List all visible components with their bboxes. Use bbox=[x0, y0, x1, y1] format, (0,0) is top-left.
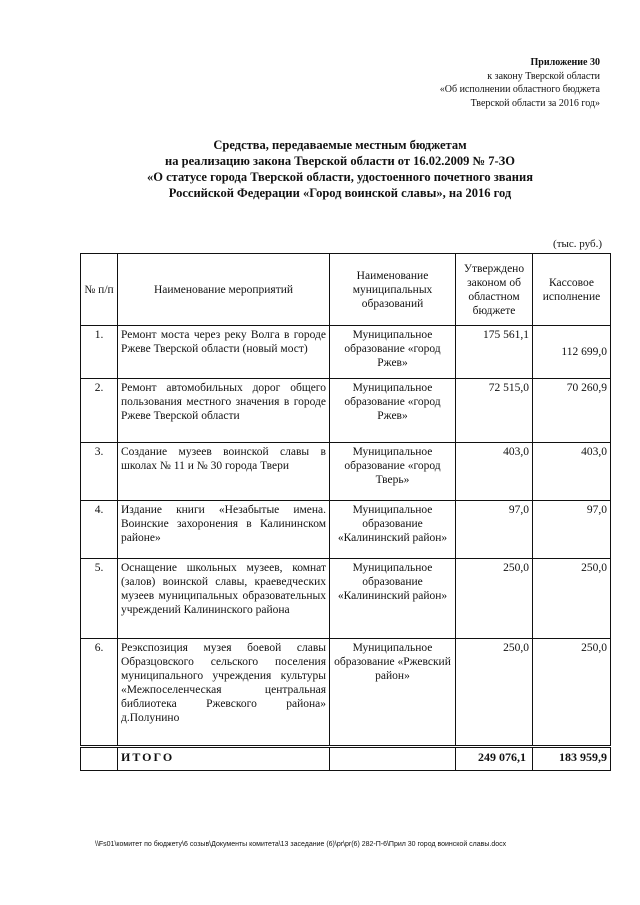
table-row bbox=[81, 443, 611, 501]
row-org: Муниципальное образование «Калининский район» bbox=[330, 501, 456, 559]
row-cash: 70 260,9 bbox=[533, 379, 611, 443]
header-approved: Утверждено законом об областном бюджете bbox=[456, 254, 533, 326]
table-header-row bbox=[81, 254, 611, 326]
total-approved: 249 076,1 bbox=[456, 747, 533, 771]
row-num: 4. bbox=[81, 501, 118, 559]
budget-table bbox=[80, 253, 611, 771]
row-name: Реэкспозиция музея боевой славы Образцовского сельского поселения муниципального учреждения культуры «Межпоселенческая центральная библиотека Ржевского района» д.Полунино bbox=[118, 639, 330, 747]
row-org: Муниципальное образование «Ржевский район» bbox=[330, 639, 456, 747]
row-cash: 250,0 bbox=[533, 559, 611, 639]
row-approved: 72 515,0 bbox=[456, 379, 533, 443]
table-row bbox=[81, 559, 611, 639]
row-approved: 175 561,1 bbox=[456, 326, 533, 379]
appendix-line-2: «Об исполнении областного бюджета bbox=[439, 84, 600, 95]
row-approved: 403,0 bbox=[456, 443, 533, 501]
row-num: 1. bbox=[81, 326, 118, 379]
row-approved: 97,0 bbox=[456, 501, 533, 559]
file-path-footer: \\Fs01\комитет по бюджету\6 созыв\Документы комитета\13 заседание (6)\pr\pr(6) 282-П-6\Прил 30 город воинской славы.docx bbox=[95, 841, 507, 848]
row-cash: 250,0 bbox=[533, 639, 611, 747]
row-num: 5. bbox=[81, 559, 118, 639]
appendix-title: Приложение 30 bbox=[530, 57, 600, 68]
header-num: № п/п bbox=[81, 254, 118, 326]
heading-line-1: Средства, передаваемые местным бюджетам bbox=[213, 138, 467, 152]
appendix-line-1: к закону Тверской области bbox=[487, 70, 600, 82]
row-num: 6. bbox=[81, 639, 118, 747]
total-label: ИТОГО bbox=[118, 747, 330, 771]
header-org: Наименование муниципальных образований bbox=[330, 254, 456, 326]
total-org-cell bbox=[330, 747, 456, 771]
row-cash: 97,0 bbox=[533, 501, 611, 559]
total-cash: 183 959,9 bbox=[533, 747, 611, 771]
header-name: Наименование мероприятий bbox=[118, 254, 330, 326]
row-org: Муниципальное образование «Калининский район» bbox=[330, 559, 456, 639]
heading-line-4: Российской Федерации «Город воинской славы», на 2016 год bbox=[168, 186, 512, 200]
row-name: Создание музеев воинской славы в школах № 11 и № 30 города Твери bbox=[118, 443, 330, 501]
document-heading bbox=[80, 137, 600, 201]
total-row bbox=[81, 747, 611, 771]
row-approved: 250,0 bbox=[456, 639, 533, 747]
table-row bbox=[81, 379, 611, 443]
appendix-line-3: Тверской области за 2016 год» bbox=[470, 97, 600, 109]
table-row bbox=[81, 326, 611, 379]
heading-line-3: «О статусе города Тверской области, удостоенного почетного звания bbox=[147, 170, 533, 184]
total-num-cell bbox=[81, 747, 118, 771]
unit-label: (тыс. руб.) bbox=[553, 238, 602, 250]
row-name: Оснащение школьных музеев, комнат (залов) воинской славы, краеведческих музеев муниципальных образовательных учреждений Калининского района bbox=[118, 559, 330, 639]
appendix-block bbox=[440, 56, 600, 110]
header-cash: Кассовое исполнение bbox=[533, 254, 611, 326]
row-num: 3. bbox=[81, 443, 118, 501]
heading-line-2: на реализацию закона Тверской области от 16.02.2009 № 7-ЗО bbox=[165, 154, 515, 168]
row-name: Ремонт автомобильных дорог общего пользования местного значения в городе Ржеве Тверской области bbox=[118, 379, 330, 443]
row-cash: 112 699,0 bbox=[533, 326, 611, 379]
table-row bbox=[81, 501, 611, 559]
row-org: Муниципальное образование «город Ржев» bbox=[330, 326, 456, 379]
row-approved: 250,0 bbox=[456, 559, 533, 639]
row-org: Муниципальное образование «город Тверь» bbox=[330, 443, 456, 501]
row-name: Ремонт моста через реку Волга в городе Ржеве Тверской области (новый мост) bbox=[118, 326, 330, 379]
table-row bbox=[81, 639, 611, 747]
row-org: Муниципальное образование «город Ржев» bbox=[330, 379, 456, 443]
row-cash: 403,0 bbox=[533, 443, 611, 501]
row-num: 2. bbox=[81, 379, 118, 443]
row-name: Издание книги «Незабытые имена. Воинские захоронения в Калининском районе» bbox=[118, 501, 330, 559]
